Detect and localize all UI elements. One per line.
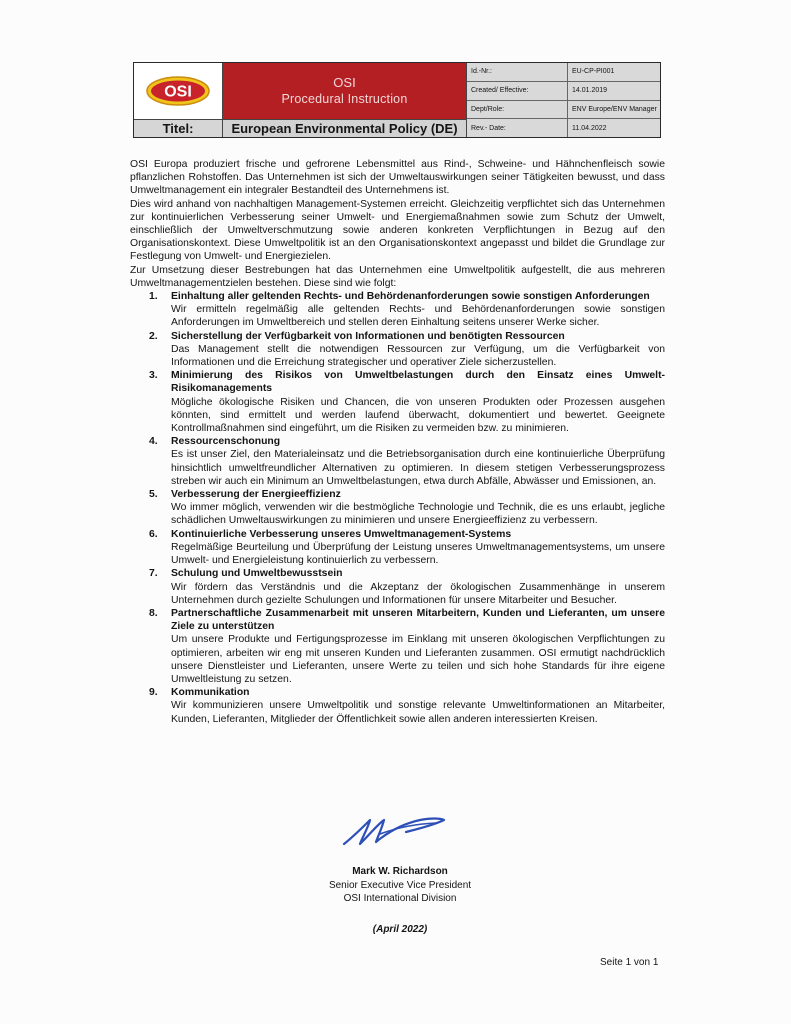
list-item: [130, 435, 665, 488]
osi-logo-icon: [145, 74, 211, 108]
meta-key: Created/ Effective:: [467, 82, 568, 100]
item-title: Kommunikation: [171, 687, 250, 699]
meta-value: 11.04.2022: [572, 124, 607, 132]
meta-row-id: [467, 63, 660, 82]
item-number: 9.: [149, 687, 158, 699]
signature: [340, 810, 450, 857]
item-text: Um unsere Produkte und Fertigungsprozesse im Einklang mit unseren ökologischen Verpflichtungen zu optimieren, arbeiten wir eng mit unseren Kunden und Lieferanten zusammen. OSI ermutigt nachdrücklich unsere Dienstleister und Lieferanten, unsere Werte zu teilen und sich hohe Standards für ihre eigene Umweltleistung zu setzen.: [171, 634, 665, 685]
intro-paragraph: Zur Umsetzung dieser Bestrebungen hat das Unternehmen eine Umweltpolitik aufgestellt, die aus mehreren Umweltmanagementzielen bestehen. Diese sind wie folgt:: [130, 264, 665, 289]
page-number: Seite 1 von 1: [600, 957, 659, 968]
logo-text: OSI: [164, 83, 192, 101]
metadata-table: [467, 63, 660, 137]
company-logo: [134, 63, 222, 119]
item-title: Kontinuierliche Verbesserung unseres Umweltmanagement-Systems: [171, 528, 512, 540]
item-number: 2.: [149, 330, 158, 342]
meta-row-created: [467, 82, 660, 101]
item-title: Verbesserung der Energieeffizienz: [171, 489, 341, 501]
title-cell: [223, 63, 467, 137]
item-text: Regelmäßige Beurteilung und Überprüfung der Leistung unseres Umweltmanagementsystems, um unsere Umwelt- und Energieleistung kontinuierlich zu verbessern.: [171, 541, 665, 567]
list-item: [130, 488, 665, 528]
title-label: Titel:: [134, 119, 222, 137]
item-number: 4.: [149, 436, 158, 448]
list-item: [130, 567, 665, 607]
item-title: Ressourcenschonung: [171, 436, 281, 448]
policy-goals-list: [130, 290, 665, 726]
item-number: 5.: [149, 489, 158, 501]
list-item: [130, 369, 665, 435]
signature-scribble-icon: [340, 810, 450, 852]
item-title: Minimierung des Risikos von Umweltbelastungen durch den Einsatz eines Umwelt-Risikomanagements: [171, 370, 665, 395]
meta-key: Id.-Nr.:: [467, 63, 568, 81]
item-text: Wir ermitteln regelmäßig alle geltenden Rechts- und Behördenanforderungen sowie sonstigen Anforderungen im Umweltbereich und stellen deren Einhaltung seitens unserer Werke sicher.: [171, 304, 665, 329]
intro-paragraph: OSI Europa produziert frische und gefrorene Lebensmittel aus Rind-, Schweine- und Hähnchenfleisch sowie pflanzlichen Rohstoffen. Das Unternehmen ist sich der Umweltauswirkungen seiner Tätigkeiten bewusst, und dass Umweltmanagement ein integraler Bestandteil des Unternehmens ist.: [130, 159, 665, 197]
intro-paragraph: Dies wird anhand von nachhaltigen Management-Systemen erreicht. Gleichzeitig verpflichtet sich das Unternehmen zur kontinuierlichen Verbesserung seiner Umwelt- und Energiemaßnahmen sowie zum Schutz der Umwelt, einschließlich der Umweltverschmutzung sowie anderen konkreten Verpflichtungen in Bezug auf den Organisationskontext. Diese Umweltpolitik ist an den Organisationskontext angepasst und bildet die Grundlage zur Festlegung von Umwelt- und Energiezielen.: [130, 198, 665, 263]
document-title: European Environmental Policy (DE): [223, 119, 466, 137]
signer-division: OSI International Division: [343, 893, 457, 904]
meta-row-rev: [467, 119, 660, 137]
meta-value: EU-CP-PI001: [572, 68, 615, 76]
logo-cell: [134, 63, 223, 137]
signer-name: Mark W. Richardson: [352, 866, 448, 877]
meta-value: 14.01.2019: [572, 87, 608, 95]
item-text: Wir kommunizieren unsere Umweltpolitik und sonstige relevante Umweltinformationen an Mitarbeiter, Kunden, Lieferanten, Mitglieder der Öffentlichkeit sowie allen anderen interessierten Kreisen.: [171, 700, 665, 725]
list-item: [130, 607, 665, 686]
meta-key: Rev.- Date:: [467, 119, 568, 137]
meta-value: ENV Europe/ENV Manager: [572, 105, 657, 113]
item-text: Es ist unser Ziel, den Materialeinsatz und die Betriebsorganisation durch eine kontinuierliche Überprüfung hinsichtlich umweltfreundlicher Alternativen zu optimieren. In diesem stetigen Verbesserungsprozess streben wir auch ein Minimum an Umweltbelastungen, etwa durch Abfälle, Abwässer und Emissionen, an.: [171, 449, 665, 487]
signer-role: Senior Executive Vice President: [328, 879, 472, 891]
document-type: Procedural Instruction: [281, 92, 408, 106]
meta-key: Dept/Role:: [467, 101, 568, 119]
list-item: [130, 686, 665, 726]
list-item: [130, 290, 665, 330]
item-title: Sicherstellung der Verfügbarkeit von Informationen und benötigten Ressourcen: [171, 330, 565, 342]
company-banner: [223, 63, 466, 119]
item-text: Das Management stellt die notwendigen Ressourcen zur Verfügung, um die Verfügbarkeit von Informationen und die Erreichung strategischer und operativer Ziele sicherzustellen.: [171, 343, 665, 369]
item-title: Partnerschaftliche Zusammenarbeit mit unseren Mitarbeitern, Kunden und Lieferanten, um unsere Ziele zu unterstützen: [171, 607, 665, 633]
meta-row-dept: [467, 101, 660, 120]
item-number: 7.: [149, 568, 158, 580]
item-number: 6.: [149, 528, 158, 540]
item-text: Mögliche ökologische Risiken und Chancen, die von unseren Produkten oder Prozessen ausgehen könnten, sind ermittelt und werden laufend überwacht, dokumentiert und bewertet. Geeignete Kontrollmaßnahmen sind eingeführt, um die Risiken zu vermeiden bzw. zu minimieren.: [171, 396, 665, 435]
list-item: [130, 528, 665, 568]
item-text: Wir fördern das Verständnis und die Akzeptanz der ökologischen Zusammenhänge in unserem Unternehmen durch gezielte Schulungen und Informationen für unsere Mitarbeiter und Besucher.: [171, 581, 665, 606]
item-number: 1.: [149, 291, 158, 303]
document-header: [133, 62, 661, 138]
item-number: 8.: [149, 607, 158, 619]
signature-block: [300, 865, 500, 906]
item-title: Schulung und Umweltbewusstsein: [171, 568, 343, 580]
item-text: Wo immer möglich, verwenden wir die bestmögliche Technologie und Technik, die es uns erlaubt, jegliche schädlichen Umweltauswirkungen zu minimieren und unsere Energieeffizienz zu verbessern.: [171, 502, 665, 527]
document-date: (April 2022): [372, 924, 428, 935]
company-name: OSI: [333, 75, 356, 90]
item-title: Einhaltung aller geltenden Rechts- und Behördenanforderungen sowie sonstigen Anforderungen: [171, 291, 650, 303]
item-number: 3.: [149, 370, 158, 382]
policy-body: [130, 158, 665, 726]
list-item: [130, 330, 665, 370]
